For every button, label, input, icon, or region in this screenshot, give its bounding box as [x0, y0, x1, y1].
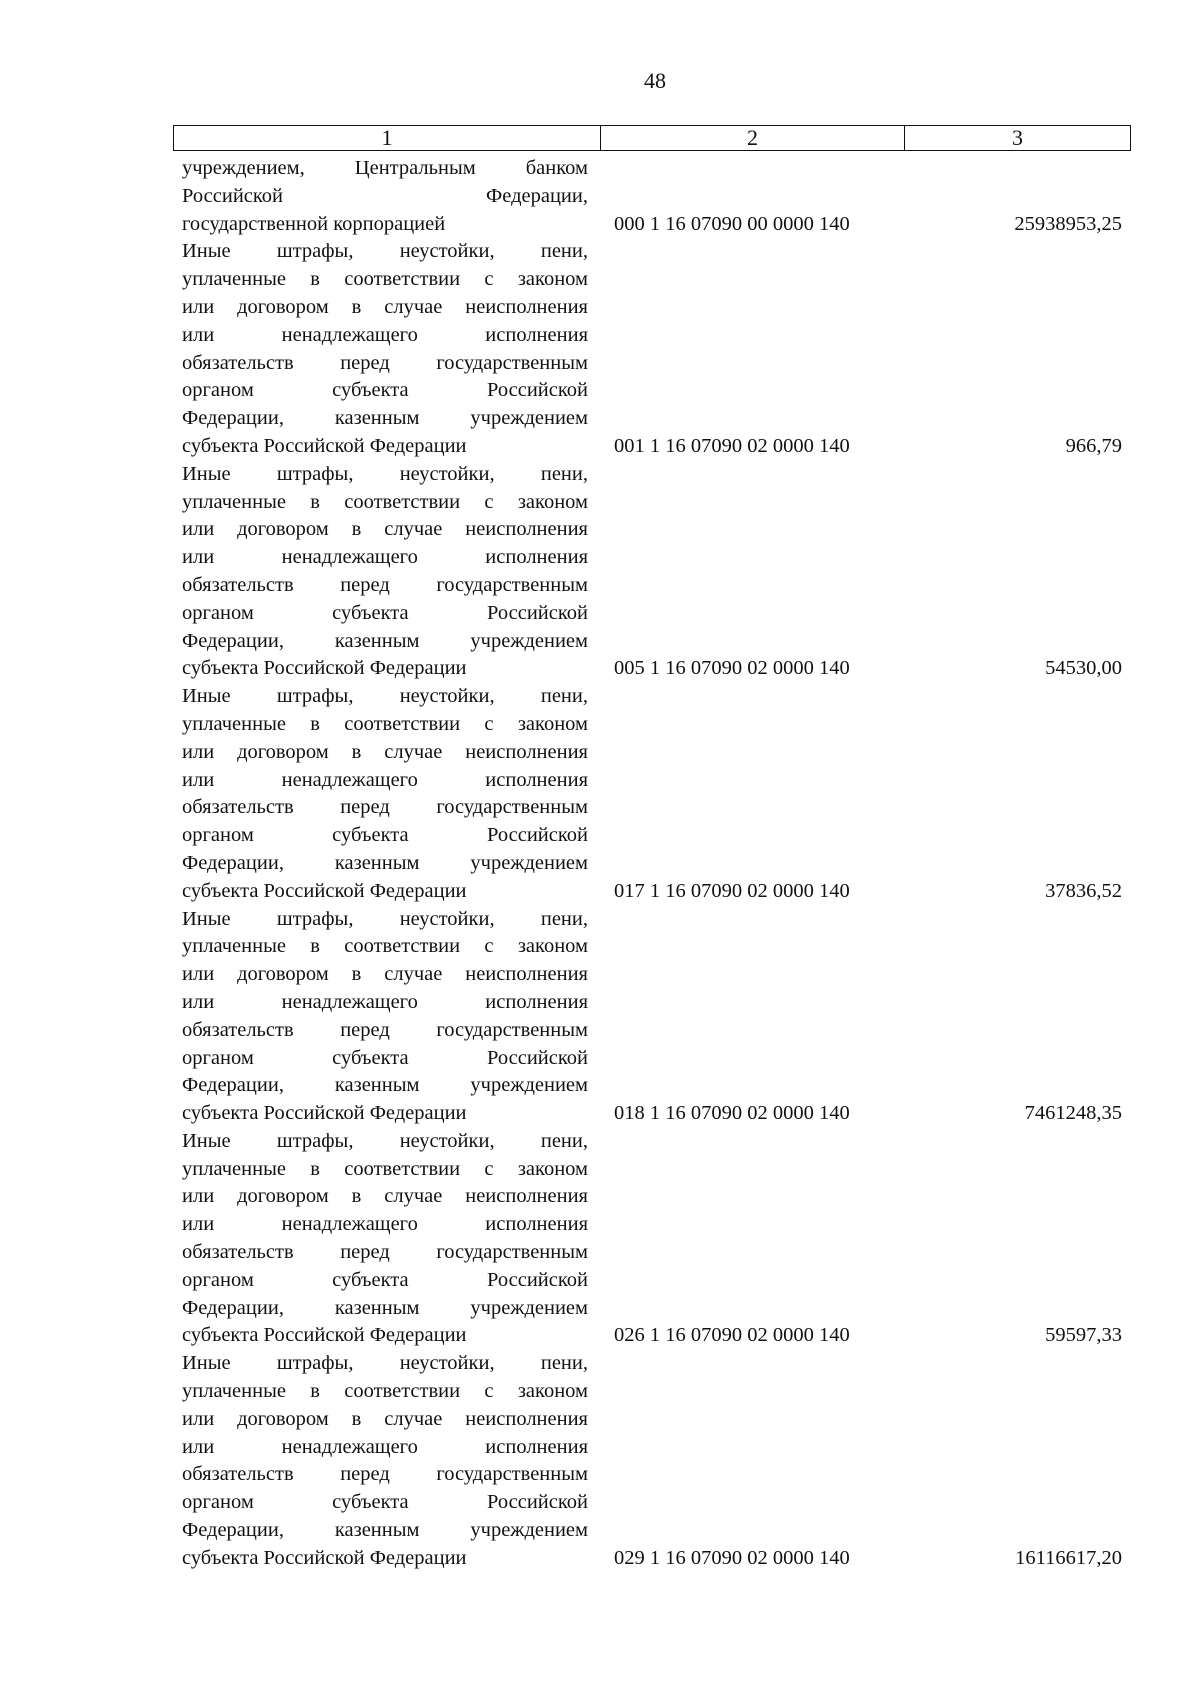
description-line: Российской Федерации, — [182, 184, 588, 207]
description-line: органом субъекта Российской — [182, 824, 588, 847]
description-line: субъекта Российской Федерации — [182, 879, 467, 902]
table-row — [182, 238, 1130, 460]
description-line: субъекта Российской Федерации — [182, 434, 467, 457]
table-body — [182, 155, 1130, 1573]
amount: 16116617,20 — [1015, 1546, 1122, 1569]
description-line: или ненадлежащего исполнения — [182, 1435, 588, 1458]
revenue-description — [182, 1128, 588, 1350]
budget-classification-code: 018 1 16 07090 02 0000 140 — [614, 1102, 850, 1125]
description-line: Федерации, казенным учреждением — [182, 851, 588, 874]
revenue-description — [182, 683, 588, 905]
description-line: уплаченные в соответствии с законом — [182, 712, 588, 735]
description-line: или ненадлежащего исполнения — [182, 990, 588, 1013]
header-col-3: 3 — [1012, 125, 1023, 150]
description-line: или ненадлежащего исполнения — [182, 323, 588, 346]
table-row — [182, 1350, 1130, 1572]
description-line: обязательств перед государственным — [182, 573, 588, 596]
description-line: органом субъекта Российской — [182, 601, 588, 624]
description-line: органом субъекта Российской — [182, 1046, 588, 1069]
description-line: Иные штрафы, неустойки, пени, — [182, 1352, 588, 1375]
amount: 966,79 — [1065, 434, 1122, 457]
description-line: органом субъекта Российской — [182, 379, 588, 402]
description-line: уплаченные в соответствии с законом — [182, 490, 588, 513]
description-line: субъекта Российской Федерации — [182, 1546, 467, 1569]
budget-classification-code: 005 1 16 07090 02 0000 140 — [614, 657, 850, 680]
description-line: или договором в случае неисполнения — [182, 518, 588, 541]
revenue-description — [182, 1350, 588, 1572]
description-line: обязательств перед государственным — [182, 351, 588, 374]
description-line: обязательств перед государственным — [182, 1018, 588, 1041]
amount: 54530,00 — [1045, 657, 1122, 680]
description-line: обязательств перед государственным — [182, 1241, 588, 1264]
budget-classification-code: 001 1 16 07090 02 0000 140 — [614, 434, 850, 457]
description-line: уплаченные в соответствии с законом — [182, 1380, 588, 1403]
revenue-description — [182, 906, 588, 1128]
description-line: уплаченные в соответствии с законом — [182, 935, 588, 958]
description-line: или ненадлежащего исполнения — [182, 768, 588, 791]
budget-classification-code: 000 1 16 07090 00 0000 140 — [614, 212, 850, 235]
header-col-1: 1 — [174, 126, 601, 150]
description-line: органом субъекта Российской — [182, 1268, 588, 1291]
description-line: Федерации, казенным учреждением — [182, 1074, 588, 1097]
description-line: или договором в случае неисполнения — [182, 295, 588, 318]
table-row — [182, 1128, 1130, 1350]
description-line: уплаченные в соответствии с законом — [182, 268, 588, 291]
description-line: Иные штрафы, неустойки, пени, — [182, 907, 588, 930]
description-line: субъекта Российской Федерации — [182, 657, 467, 680]
description-line: обязательств перед государственным — [182, 1463, 588, 1486]
table-row — [182, 683, 1130, 905]
page-number: 48 — [644, 68, 666, 93]
description-line: или ненадлежащего исполнения — [182, 546, 588, 569]
description-line: Федерации, казенным учреждением — [182, 1519, 588, 1542]
amount: 7461248,35 — [1024, 1102, 1122, 1125]
amount: 59597,33 — [1045, 1324, 1122, 1347]
description-line: учреждением, Центральным банком — [182, 157, 588, 179]
description-line: или договором в случае неисполнения — [182, 963, 588, 986]
table-row — [182, 461, 1130, 683]
description-line: Иные штрафы, неустойки, пени, — [182, 685, 588, 708]
amount: 37836,52 — [1045, 879, 1122, 902]
description-line: или договором в случае неисполнения — [182, 740, 588, 763]
budget-classification-code: 029 1 16 07090 02 0000 140 — [614, 1546, 850, 1569]
description-line: или ненадлежащего исполнения — [182, 1213, 588, 1236]
description-line: Иные штрафы, неустойки, пени, — [182, 462, 588, 485]
description-line: субъекта Российской Федерации — [182, 1102, 467, 1125]
description-line: Федерации, казенным учреждением — [182, 629, 588, 652]
description-line: Иные штрафы, неустойки, пени, — [182, 1129, 588, 1152]
revenue-description — [182, 461, 588, 683]
budget-classification-code: 017 1 16 07090 02 0000 140 — [614, 879, 850, 902]
description-line: обязательств перед государственным — [182, 796, 588, 819]
table-row — [182, 155, 1130, 238]
description-line: субъекта Российской Федерации — [182, 1324, 467, 1347]
budget-classification-code: 026 1 16 07090 02 0000 140 — [614, 1324, 850, 1347]
table-row — [182, 906, 1130, 1128]
amount: 25938953,25 — [1014, 212, 1122, 235]
header-col-2: 2 — [601, 126, 905, 150]
description-line: государственной корпорацией — [182, 212, 446, 235]
description-line: органом субъекта Российской — [182, 1491, 588, 1514]
description-line: Федерации, казенным учреждением — [182, 407, 588, 430]
description-line: Иные штрафы, неустойки, пени, — [182, 240, 588, 263]
description-line: или договором в случае неисполнения — [182, 1185, 588, 1208]
revenue-description — [182, 238, 588, 460]
description-line: Федерации, казенным учреждением — [182, 1296, 588, 1319]
revenue-description — [182, 155, 588, 238]
description-line: или договором в случае неисполнения — [182, 1407, 588, 1430]
table-header — [173, 125, 1131, 151]
description-line: уплаченные в соответствии с законом — [182, 1157, 588, 1180]
